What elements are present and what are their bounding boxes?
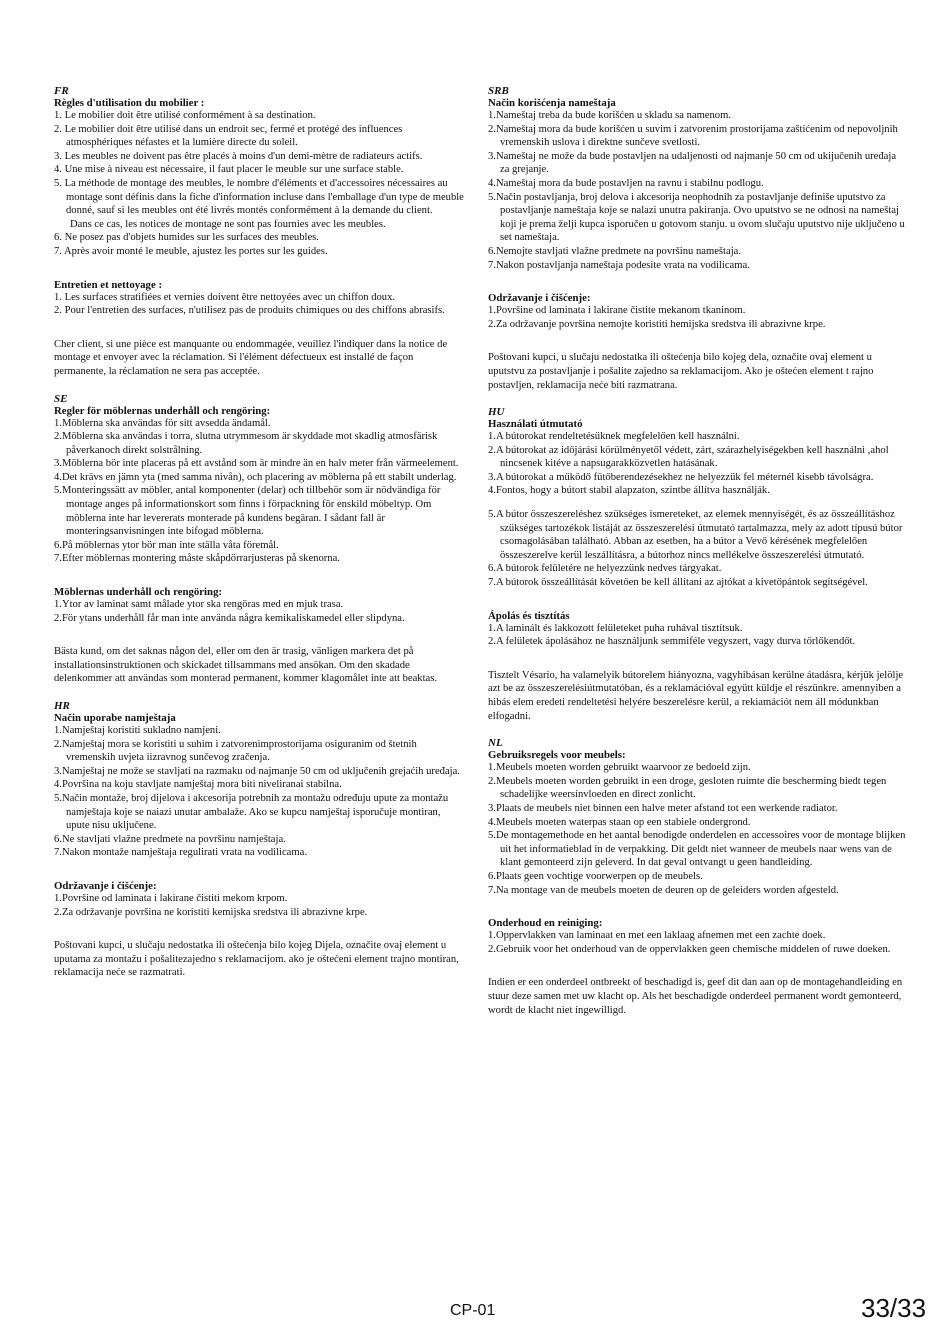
list-item: 1.Nameštaj treba da bude korišćen u skladu sa namenom. xyxy=(488,110,731,121)
note-hu: Tisztelt Vésario, ha valamelyik bútorelem hiányozna, vagyhibásan kerülne átadásra, kérjük jelölje azt be az összeszerelésiútmutatóban, és a reklamációval együtt küldje el részünkre. amennyiben a hibás elem eredeti rendeltetési helyére beszerelésre kerül, a rekiamációt nem áll módunkban elfogadni. xyxy=(488,669,904,722)
left-column xyxy=(54,85,464,980)
list-item: 1.Površine od laminata i lakirane čistiti mekom krpom. xyxy=(54,892,288,904)
list-item: 7.Nakon montaže namještaja regulirati vrata na vodilicama. xyxy=(54,847,307,859)
lang-label-hr: HR xyxy=(54,700,70,712)
section-hu xyxy=(488,406,908,723)
lang-label-srb: SRB xyxy=(488,85,509,97)
list-item: 2.Gebruik voor het onderhoud van de oppervlakken geen chemische middelen of ruwe doeken. xyxy=(488,943,891,955)
lang-label-fr: FR xyxy=(54,85,69,97)
lang-label-se: SE xyxy=(54,392,68,405)
note-nl: Indien er een onderdeel ontbreekt of beschadigd is, geef dit dan aan op de montagehandleiding en stuur deze samen met uw klacht op. Als het beschadigde onderdeel permanent wordt gemonteerd, wordt de klacht niet ingewilligd. xyxy=(488,977,903,1016)
list-item: 4.Površina na koju stavljate namještaj mora biti niveliranai stabilna. xyxy=(54,779,342,791)
list-item: 3.Namještaj ne može se stavljati na razmaku od najmanje 50 cm od uključenih grejaćih uređaja. xyxy=(54,765,460,777)
list-item: 4.Nameštaj mora da bude postavljen na ravnu i stabilnu podlogu. xyxy=(488,177,764,189)
note-hr: Poštovani kupci, u slučaju nedostatka ili oštećenja bilo kojeg Dijela, označite ovaj element u uputama za montažu i pošalitezajedno s reklamacijom. ako je oštećeni element trajno montiran, reklamacija neće se razmatrati. xyxy=(54,940,459,979)
section-title-se: Regler för möblernas underhåll och rengöring: xyxy=(54,404,271,417)
list-item: 1.Namještaj koristiti sukladno namjeni. xyxy=(54,725,221,736)
list-item: 6.Ne stavljati vlažne predmete na površinu namještaja. xyxy=(54,833,286,845)
list-item: 2.Nameštaj mora da bude korišćen u suvim i zatvorenim prostorijama zaštićenim od nepovoljnih vremenskih uslova i direktne sunčeve svetlosti. xyxy=(488,123,898,149)
section-se xyxy=(54,393,464,687)
list-item: 6.A bútorok felületére ne helyezzünk nedves tárgyakat. xyxy=(488,563,722,575)
list-item: 3.Plaats de meubels niet binnen een halve meter afstand tot een werkende radiator. xyxy=(488,802,838,814)
section-title-srb: Način korišćenja nameštaja xyxy=(488,97,616,109)
list-item: 7.Nakon postavljanja nameštaja podesite vrata na vodilicama. xyxy=(488,259,750,271)
care-title-nl: Onderhoud en reiniging: xyxy=(488,917,603,930)
list-item: 7.Na montage van de meubels moeten de deuren op de geleiders worden afgesteld. xyxy=(488,884,839,896)
list-item: 2.Namještaj mora se koristiti u suhim i zatvorenimprostorijama osiguranim od štetnih vremenskih uvjeta iizravnog sunčevog zračenja. xyxy=(54,738,417,764)
page-number: 33/33 xyxy=(861,1293,927,1323)
care-title-hr: Održavanje i čišćenje: xyxy=(54,879,157,892)
list-item: 1.Meubels moeten worden gebruikt waarvoor ze bedoeld zijn. xyxy=(488,762,751,774)
list-item: 5. La méthode de montage des meubles, le nombre d'éléments et d'accessoires nécessaires au montage sont définis dans la fiche d'information incluse dans l'emballage d'un type de meuble donné, sauf si les meubles ont été livrés montés conformément à la demande du client. xyxy=(54,177,464,217)
list-item: 4.Meubels moeten waterpas staan op een stabiele ondergrond. xyxy=(488,816,751,828)
list-item: 1.Möblerna ska användas för sitt avsedda ändamål. xyxy=(54,417,271,429)
list-item: 6. Ne posez pas d'objets humides sur les surfaces des meubles. xyxy=(54,232,319,244)
care-title-srb: Održavanje i čišćenje: xyxy=(488,292,591,305)
list-item: 2.Za održavanje površina nemojte koristiti hemijska sredstva ili abrazivne krpe. xyxy=(488,318,826,330)
list-item: 2.Za održavanje površina ne koristiti kemijska sredstva ili abrazivne krpe. xyxy=(54,906,368,918)
care-title-fr: Entretien et nettoyage : xyxy=(54,278,163,291)
list-item: 1. Les surfaces stratifiées et vernies doivent être nettoyées avec un chiffon doux. xyxy=(54,291,396,303)
list-item: 2. Le mobilier doit être utilisé dans un endroit sec, fermé et protégé des influences atmosphériques néfastes et la lumière directe du soleil. xyxy=(54,123,403,149)
list-item: 5.De montagemethode en het aantal benodigde onderdelen en accessoires voor de montage blijken uit het informatieblad in de verpakking. Dit geldt niet wanneer de meubels naar wens van de klant gemonteerd zijn geleverd. In dat geval ontvangt u geen handleiding. xyxy=(488,830,906,869)
list-item: 2. Pour l'entretien des surfaces, n'utilisez pas de produits chimiques ou des chiffons abrasifs. xyxy=(54,305,445,317)
list-item: 3.Nameštaj ne može da bude postavljen na udaljenosti od najmanje 50 cm od ukijučenih uređaja za grejanje. xyxy=(488,150,897,176)
section-srb xyxy=(488,85,908,392)
note-se: Bästa kund, om det saknas någon del, eller om den är trasig, vänligen markera det på installationsinstruktionen och skickadet tillsammans med ansökan. Om den skadade delenkommer att användas som monterad permanent, kommer klagomålet inte att beaktas. xyxy=(54,646,438,685)
lang-label-nl: NL xyxy=(488,737,503,750)
list-item: 1.A laminált és lakkozott felületeket puha ruhával tisztítsuk. xyxy=(488,622,743,634)
document-code: CP-01 xyxy=(450,1302,496,1319)
list-item: Dans ce cas, les notices de montage ne sont pas fournies avec les meubles. xyxy=(70,218,386,230)
section-title-hu: Használati útmutató xyxy=(488,418,583,431)
list-item: 5.A bútor összeszereléshez szükséges ismereteket, az elemek mennyiségét, és az összeállításhoz szükséges tartozékok listáját az összeszerelési útmutató tartalmazza, mely az adott típusú bútor csomagolásában található. Abban az esetben, ha a bútor a Vevő kérésének megfelelően összeszerelve kerül leszállításra, a bútorhoz nincs mellékelve összeszerelési útmutató. xyxy=(488,509,903,561)
list-item: 6.Nemojte stavljati vlažne predmete na površinu nameštaja. xyxy=(488,245,741,257)
list-item: 7.Efter möblernas montering måste skåpdörrarjusteras på skenorna. xyxy=(54,553,340,565)
list-item: 3. Les meubles ne doivent pas être placés à moins d'un demi-mètre de radiateurs actifs. xyxy=(54,150,423,162)
lang-label-hu: HU xyxy=(488,406,505,419)
list-item: 1.Ytor av laminat samt målade ytor ska rengöras med en mjuk trasa. xyxy=(54,599,344,611)
care-title-hu: Ápolás és tisztítás xyxy=(488,609,570,622)
list-item: 2.A felületek ápolásához ne használjunk semmiféle vegyszert, vagy durva törlőkendőt. xyxy=(488,636,856,648)
care-title-se: Möblernas underhåll och rengöring: xyxy=(54,586,223,599)
list-item: 2.Möblerna ska användas i torra, slutna utrymmesom är skyddade mot skadlig atmosfärisk påverkanoch direkt solstrålning. xyxy=(54,431,438,456)
list-item: 2.Meubels moeten worden gebruikt in een droge, gesloten ruimte die bescherming biedt tegen schadelijke weersinvloeden en direct zonlicht. xyxy=(488,775,887,801)
note-srb: Poštovani kupci, u slučaju nedostatka ili oštećenja bilo kojeg dela, označite ovaj element u uputstvu za postavljanje i pošalite zajedno sa reklamacijom. Ako je oštećen element t rajno postavljen, reklamacija neće biti razmatrana. xyxy=(488,352,874,391)
list-item: 2.För ytans underhåll får man inte använda några kemikaliskamedel eller slipdyna. xyxy=(54,612,405,624)
list-item: 6.På möblernas ytor bör man inte ställa våta föremål. xyxy=(54,539,279,551)
list-item: 7. Après avoir monté le meuble, ajustez les portes sur les guides. xyxy=(54,245,328,257)
list-item: 4. Une mise à niveau est nécessaire, il faut placer le meuble sur une surface stable. xyxy=(54,164,404,176)
list-item: 1.Oppervlakken van laminaat en met een laklaag afnemen met een zachte doek. xyxy=(488,930,826,942)
section-fr xyxy=(54,85,464,379)
section-title-fr: Règles d'utilisation du mobilier : xyxy=(54,97,205,109)
list-item: 6.Plaats geen vochtige voorwerpen op de meubels. xyxy=(488,870,703,882)
section-title-nl: Gebruiksregels voor meubels: xyxy=(488,749,626,762)
section-hr xyxy=(54,700,464,980)
note-fr: Cher client, si une pièce est manquante ou endommagée, veuillez l'indiquer dans la notice de montage et envoyer avec la réclamation. Si l'élément défectueux est installé de façon permanente, la réclamation ne sera pas acceptée. xyxy=(54,338,448,377)
list-item: 1.A bútorokat rendeltetésüknek megfelelően kell használni. xyxy=(488,431,740,443)
list-item: 3.Möblerna bör inte placeras på ett avstånd som är mindre än en halv meter från värmeelement. xyxy=(54,458,459,470)
list-item: 2.A bútorokat az időjárási körülményetől védett, zárt, szárazhelyiségekben kell használni ,ahol nincsenek kitéve a napsugarakközvetlen hatásának. xyxy=(488,444,889,470)
list-item: 1. Le mobilier doit être utilisé conformément à sa destination. xyxy=(54,110,316,121)
section-nl xyxy=(488,737,908,1017)
section-title-hr: Način uporabe namještaja xyxy=(54,712,176,724)
list-item: 5.Monteringssätt av möbler, antal komponenter (delar) och tillbehör som är nödvändiga för montage anges på informationskort som finns i förpackning för enskild möbeltyp. Om möblerna inte har levererats monterade på kundens begäran. I sådant fall är monteringsanvisningen inte bifogad möblerna. xyxy=(54,485,441,538)
list-item: 5.Način postavljanja, broj delova i akcesorija neophodnih za postavljanje definiše uputstvo za postavljanje nameštaja koje se nalazi unutra pakiranja. Ovo uputstvo se ne odnosi na nameštaj koji je prema želji kupca isporučen u gotovom stanju. u ovom slučaju uputstvo nije uključeno u set nameštaja. xyxy=(488,191,905,244)
list-item: 7.A bútorok összeállítását követően be kell állítani az ajtókat a kivetőpántok segítségével. xyxy=(488,577,868,589)
list-item: 4.Fontos, hogy a bútort stabil alapzaton, szintbe állítva használják. xyxy=(488,485,770,497)
list-item: 5.Način montaže, broj dijelova i akcesorija potrebnih za montažu određuju upute za montažu namještaja koje se naiazi unutar ambalaže. Ako se kupcu namještaj isporučuje montiran, upute nisu uključene. xyxy=(54,792,449,832)
list-item: 3.A bútorokat a működő fűtőberendezésekhez ne helyezzük fel méternél kisebb távolságra. xyxy=(488,471,874,483)
list-item: 1.Površine od laminata i lakirane čistite mekanom tkaninom. xyxy=(488,305,746,317)
right-column xyxy=(488,85,908,1017)
list-item: 4.Det krävs en jämn yta (med samma nivån), och placering av möblerna på ett stabilt underlag. xyxy=(54,471,457,483)
